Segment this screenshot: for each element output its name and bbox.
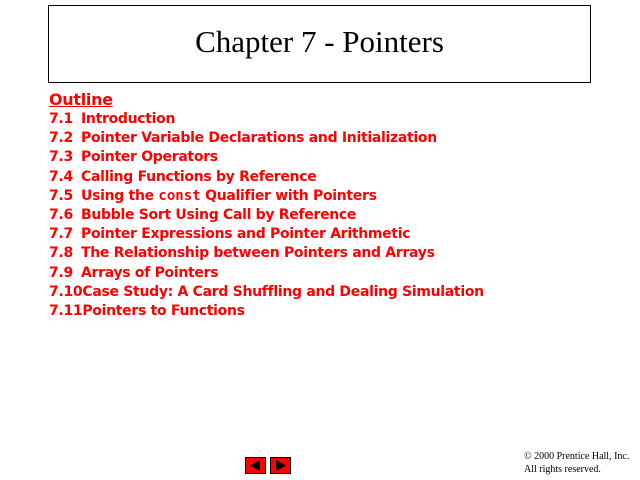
- outline-item-7-4: [49, 168, 484, 187]
- outline-heading: Outline: [49, 90, 113, 109]
- outline-item-number: 7.7: [49, 226, 73, 243]
- slide-navigation: [245, 457, 291, 474]
- outline-item-text: Bubble Sort Using Call by Reference: [81, 206, 357, 223]
- outline-item-text: Case Study: A Card Shuffling and Dealing Simulation: [82, 283, 484, 300]
- previous-slide-button[interactable]: [245, 457, 266, 474]
- outline-item-number: 7.5: [49, 187, 73, 204]
- outline-item-text: Pointers to Functions: [82, 302, 245, 319]
- outline-item-7-8: [49, 244, 484, 263]
- slide-title-box: [48, 5, 591, 83]
- outline-item-7-3: [49, 148, 484, 167]
- outline-item-number: 7.4: [49, 168, 73, 185]
- outline-item-text: Calling Functions by Reference: [81, 168, 317, 185]
- code-keyword-const: const: [158, 187, 201, 204]
- outline-item-number: 7.9: [49, 264, 73, 281]
- copyright-line-1: © 2000 Prentice Hall, Inc.: [524, 451, 630, 462]
- outline-item-number: 7.8: [49, 245, 73, 262]
- outline-item-7-1: [49, 110, 484, 129]
- outline-item-number: 7.3: [49, 149, 73, 166]
- outline-item-text: Pointer Operators: [81, 149, 218, 166]
- outline-item-text: Introduction: [81, 111, 176, 127]
- outline-item-number: 7.6: [49, 206, 73, 223]
- outline-item-number: 7.1: [49, 111, 73, 127]
- outline-item-number: 7.11: [49, 302, 83, 319]
- triangle-left-icon: [250, 460, 261, 471]
- outline-item-7-10: [49, 283, 484, 302]
- outline-item-text: [81, 187, 377, 206]
- copyright-line-2: All rights reserved.: [524, 464, 601, 475]
- outline-item-7-5: [49, 187, 484, 206]
- outline-item-text: Arrays of Pointers: [81, 264, 219, 281]
- outline-item-7-11: [49, 302, 484, 321]
- copyright-notice: [524, 450, 629, 476]
- slide-title: Chapter 7 - Pointers: [195, 24, 444, 59]
- triangle-right-icon: [275, 460, 286, 471]
- outline-item-text-after: Qualifier with Pointers: [200, 187, 377, 204]
- outline-item-text: Pointer Expressions and Pointer Arithmetic: [81, 226, 411, 243]
- outline-list: [49, 110, 484, 321]
- outline-item-text-before: Using the: [81, 187, 159, 204]
- outline-item-number: 7.10: [49, 283, 83, 300]
- outline-item-number: 7.2: [49, 130, 73, 147]
- outline-item-7-6: [49, 206, 484, 225]
- outline-item-7-9: [49, 264, 484, 283]
- outline-item-text: Pointer Variable Declarations and Initialization: [81, 130, 437, 147]
- outline-item-7-2: [49, 129, 484, 148]
- next-slide-button[interactable]: [270, 457, 291, 474]
- outline-item-text: The Relationship between Pointers and Arrays: [81, 245, 435, 262]
- outline-item-7-7: [49, 225, 484, 244]
- outline-section: [49, 90, 484, 321]
